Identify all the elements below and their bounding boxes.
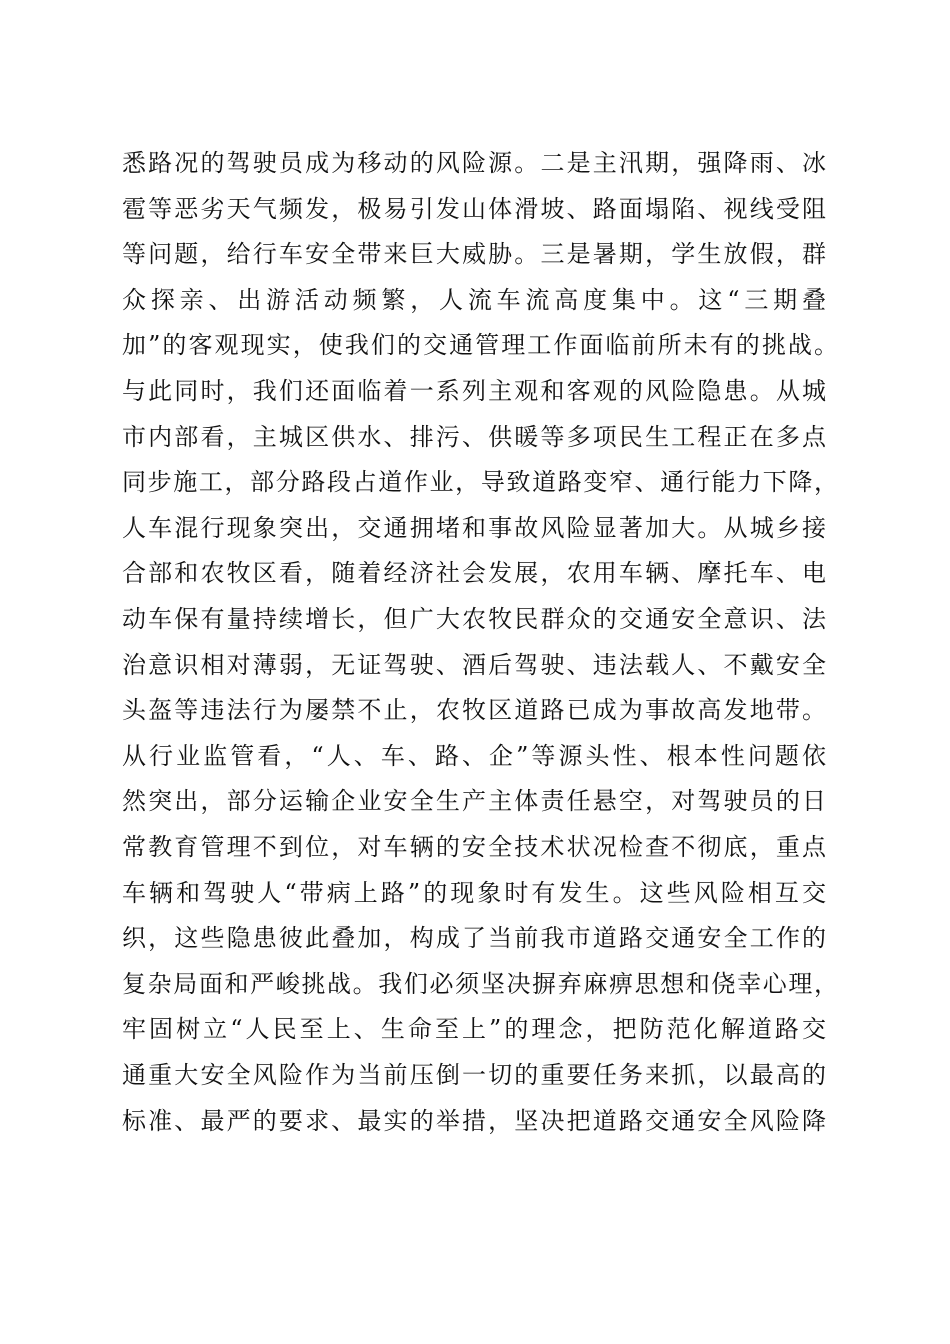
- text-line: 织，这些隐患彼此叠加，构成了当前我市道路交通安全工作的: [122, 924, 826, 953]
- text-line: 然突出，部分运输企业安全生产主体责任悬空，对驾驶员的日: [122, 787, 826, 816]
- text-line: 通重大安全风险作为当前压倒一切的重要任务来抓，以最高的: [122, 1061, 826, 1089]
- text-line: 牢固树立“人民至上、生命至上”的理念，把防范化解道路交: [122, 1015, 826, 1044]
- text-line: 复杂局面和严峻挑战。我们必须坚决摒弃麻痹思想和侥幸心理，: [122, 969, 838, 998]
- text-line: 众探亲、出游活动频繁，人流车流高度集中。这“三期叠: [122, 285, 826, 314]
- text-line: 市内部看，主城区供水、排污、供暖等多项民生工程正在多点: [122, 422, 826, 451]
- text-line: 合部和农牧区看，随着经济社会发展，农用车辆、摩托车、电: [122, 559, 826, 588]
- text-line: 悉路况的驾驶员成为移动的风险源。二是主汛期，强降雨、冰: [122, 149, 826, 177]
- text-line: 常教育管理不到位，对车辆的安全技术状况检查不彻底，重点: [122, 833, 826, 861]
- text-line: 治意识相对薄弱，无证驾驶、酒后驾驶、违法载人、不戴安全: [122, 650, 826, 679]
- text-line: 从行业监管看，“人、车、路、企”等源头性、根本性问题依: [122, 741, 826, 770]
- text-line: 动车保有量持续增长，但广大农牧民群众的交通安全意识、法: [122, 605, 826, 633]
- text-line: 同步施工，部分路段占道作业，导致道路变窄、通行能力下降，: [122, 468, 838, 497]
- text-line: 车辆和驾驶人“带病上路”的现象时有发生。这些风险相互交: [122, 878, 826, 907]
- text-line: 等问题，给行车安全带来巨大威胁。三是暑期，学生放假，群: [122, 240, 826, 269]
- text-line: 标准、最严的要求、最实的举措，坚决把道路交通安全风险降: [122, 1106, 826, 1135]
- text-line: 与此同时，我们还面临着一系列主观和客观的风险隐患。从城: [122, 377, 826, 405]
- text-line: 头盔等违法行为屡禁不止，农牧区道路已成为事故高发地带。: [122, 696, 826, 725]
- text-line: 加”的客观现实，使我们的交通管理工作面临前所未有的挑战。: [122, 331, 838, 360]
- text-line: 雹等恶劣天气频发，极易引发山体滑坡、路面塌陷、视线受阻: [122, 194, 826, 223]
- text-line: 人车混行现象突出，交通拥堵和事故风险显著加大。从城乡接: [122, 513, 826, 542]
